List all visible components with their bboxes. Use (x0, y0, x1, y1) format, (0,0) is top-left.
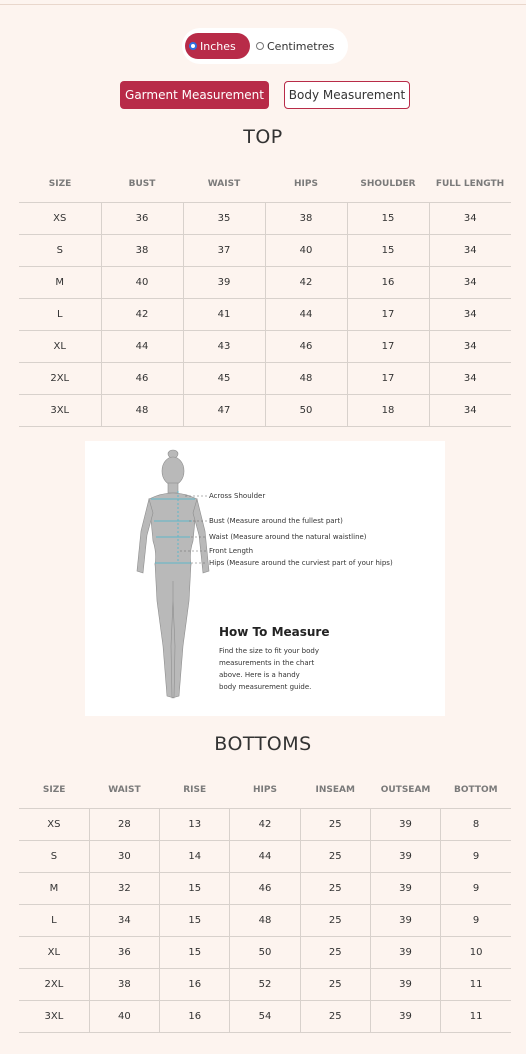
garment-measurement-button[interactable]: Garment Measurement (120, 81, 269, 109)
guide-text-line: Find the size to fit your body (219, 647, 319, 655)
measurement-cell: 39 (370, 1001, 440, 1033)
column-header: SIZE (42, 785, 66, 795)
column-header: WAIST (108, 785, 141, 795)
measurement-cell: 11 (441, 1001, 511, 1033)
measurement-cell: 28 (89, 809, 159, 841)
measurement-cell: 34 (429, 395, 511, 427)
table-row (19, 331, 511, 363)
measurement-cell: 39 (370, 905, 440, 937)
measurement-cell: 10 (441, 937, 511, 969)
measurement-cell: 38 (265, 203, 347, 235)
measurement-cell: 16 (347, 267, 429, 299)
measurement-cell: 40 (89, 1001, 159, 1033)
measurement-cell: 16 (160, 969, 230, 1001)
table-row (19, 235, 511, 267)
size-cell: 2XL (19, 969, 89, 1001)
measurement-cell: 46 (101, 363, 183, 395)
measurement-cell: 34 (429, 235, 511, 267)
table-row (19, 905, 511, 937)
measurement-cell: 44 (101, 331, 183, 363)
size-cell: 3XL (19, 1001, 89, 1033)
measurement-cell: 15 (160, 873, 230, 905)
measurement-cell: 46 (230, 873, 300, 905)
measurement-cell: 36 (101, 203, 183, 235)
measurement-cell: 41 (183, 299, 265, 331)
measurement-cell: 48 (230, 905, 300, 937)
body-measurement-button[interactable]: Body Measurement (284, 81, 410, 109)
measurement-cell: 16 (160, 1001, 230, 1033)
measurement-cell: 15 (160, 905, 230, 937)
table-row (19, 873, 511, 905)
unit-centimetres-label: Centimetres (267, 39, 335, 53)
column-header: SIZE (48, 179, 72, 189)
measurement-cell: 32 (89, 873, 159, 905)
top-divider (0, 4, 526, 5)
column-header: RISE (183, 785, 207, 795)
measurement-cell: 44 (230, 841, 300, 873)
table-row (19, 299, 511, 331)
measurement-cell: 9 (441, 873, 511, 905)
measurement-cell: 52 (230, 969, 300, 1001)
column-header: FULL LENGTH (435, 179, 505, 189)
measurement-cell: 17 (347, 331, 429, 363)
measurement-cell: 42 (230, 809, 300, 841)
table-row (19, 1001, 511, 1033)
radio-checked-icon (189, 42, 197, 50)
column-header: HIPS (294, 179, 318, 189)
radio-unchecked-icon (256, 42, 264, 50)
measurement-cell: 54 (230, 1001, 300, 1033)
table-row (19, 267, 511, 299)
top-size-table (19, 166, 511, 427)
measurement-cell: 39 (370, 841, 440, 873)
measurement-cell: 34 (429, 331, 511, 363)
measurement-cell: 15 (160, 937, 230, 969)
guide-label-bust: Bust (Measure around the fullest part) (209, 517, 343, 525)
measurement-cell: 39 (370, 873, 440, 905)
size-cell: M (19, 267, 101, 299)
measurement-cell: 15 (347, 203, 429, 235)
size-cell: L (19, 905, 89, 937)
size-cell: L (19, 299, 101, 331)
measurement-cell: 34 (89, 905, 159, 937)
measurement-cell: 14 (160, 841, 230, 873)
table-row (19, 809, 511, 841)
top-section-title: TOP (243, 126, 283, 148)
table-row (19, 203, 511, 235)
measurement-cell: 34 (429, 299, 511, 331)
measurement-cell: 50 (265, 395, 347, 427)
measurement-cell: 25 (300, 841, 370, 873)
measurement-cell: 39 (370, 809, 440, 841)
guide-text-line: above. Here is a handy (219, 671, 300, 679)
measurement-cell: 42 (265, 267, 347, 299)
guide-label-front-length: Front Length (209, 547, 254, 555)
column-header: WAIST (207, 179, 241, 189)
measurement-cell: 50 (230, 937, 300, 969)
measurement-cell: 25 (300, 905, 370, 937)
measurement-cell: 34 (429, 203, 511, 235)
measurement-cell: 38 (89, 969, 159, 1001)
how-to-measure-heading: How To Measure (219, 625, 330, 639)
size-cell: M (19, 873, 89, 905)
measurement-cell: 39 (370, 937, 440, 969)
guide-label-shoulder: Across Shoulder (209, 492, 266, 500)
measurement-cell: 11 (441, 969, 511, 1001)
measurement-cell: 35 (183, 203, 265, 235)
table-row (19, 363, 511, 395)
measurement-guide-image (85, 441, 445, 716)
size-cell: 3XL (19, 395, 101, 427)
table-row (19, 969, 511, 1001)
measurement-cell: 25 (300, 969, 370, 1001)
unit-toggle (182, 28, 348, 64)
bottoms-section-title: BOTTOMS (214, 733, 312, 755)
table-row (19, 841, 511, 873)
bottoms-table-header-row (19, 772, 511, 809)
table-row (19, 395, 511, 427)
measurement-cell: 47 (183, 395, 265, 427)
size-cell: S (19, 841, 89, 873)
guide-label-waist: Waist (Measure around the natural waistline) (209, 533, 367, 541)
measurement-cell: 9 (441, 841, 511, 873)
column-header: BUST (128, 179, 156, 189)
measurement-cell: 25 (300, 937, 370, 969)
unit-option-centimetres[interactable] (252, 33, 346, 59)
measurement-cell: 45 (183, 363, 265, 395)
bottoms-size-table (19, 772, 511, 1033)
unit-option-inches[interactable] (185, 33, 250, 59)
measurement-cell: 36 (89, 937, 159, 969)
measurement-cell: 25 (300, 809, 370, 841)
column-header: INSEAM (315, 785, 355, 795)
measurement-cell: 25 (300, 873, 370, 905)
measurement-cell: 17 (347, 363, 429, 395)
guide-label-hips: Hips (Measure around the curviest part of your hips) (209, 559, 393, 567)
column-header: OUTSEAM (380, 785, 431, 795)
measurement-cell: 25 (300, 1001, 370, 1033)
size-cell: XL (19, 937, 89, 969)
guide-text-line: body measurement guide. (219, 683, 312, 691)
measurement-cell: 18 (347, 395, 429, 427)
measurement-cell: 30 (89, 841, 159, 873)
measurement-cell: 13 (160, 809, 230, 841)
measurement-cell: 44 (265, 299, 347, 331)
measurement-cell: 39 (183, 267, 265, 299)
size-cell: XS (19, 203, 101, 235)
measurement-cell: 38 (101, 235, 183, 267)
column-header: SHOULDER (360, 179, 416, 189)
size-cell: S (19, 235, 101, 267)
measurement-cell: 42 (101, 299, 183, 331)
measurement-cell: 40 (265, 235, 347, 267)
table-row (19, 937, 511, 969)
guide-text-line: measurements in the chart (219, 659, 315, 667)
measurement-cell: 34 (429, 363, 511, 395)
size-cell: XS (19, 809, 89, 841)
column-header: BOTTOM (454, 785, 498, 795)
unit-inches-label: Inches (200, 39, 236, 53)
measurement-cell: 43 (183, 331, 265, 363)
measurement-cell: 15 (347, 235, 429, 267)
measurement-cell: 48 (101, 395, 183, 427)
top-table-header-row (19, 166, 511, 203)
size-cell: XL (19, 331, 101, 363)
measurement-cell: 39 (370, 969, 440, 1001)
measurement-cell: 8 (441, 809, 511, 841)
measurement-cell: 17 (347, 299, 429, 331)
measurement-cell: 37 (183, 235, 265, 267)
measurement-cell: 46 (265, 331, 347, 363)
measurement-cell: 34 (429, 267, 511, 299)
measurement-cell: 48 (265, 363, 347, 395)
column-header: HIPS (253, 785, 277, 795)
measurement-cell: 9 (441, 905, 511, 937)
measurement-cell: 40 (101, 267, 183, 299)
size-cell: 2XL (19, 363, 101, 395)
